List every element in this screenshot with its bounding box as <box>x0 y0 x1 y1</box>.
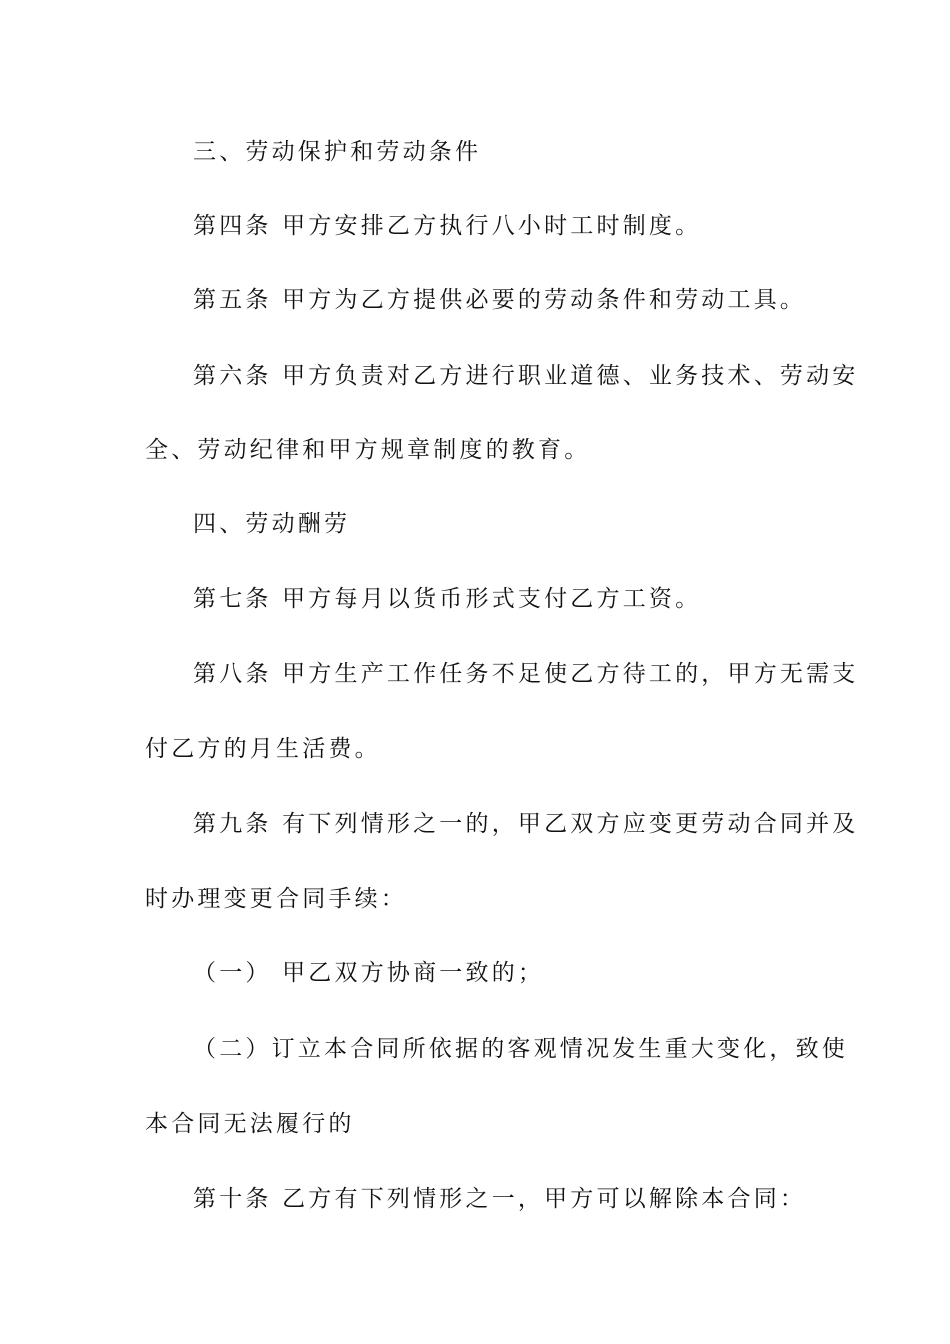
clause-2-line-2: 本合同无法履行的 <box>145 1111 355 1137</box>
article-6-line-2: 全、劳动纪律和甲方规章制度的教育。 <box>145 437 591 463</box>
article-9-line-1: 第九条 有下列情形之一的，甲乙双方应变更劳动合同并及 <box>193 811 859 837</box>
clause-1: （一） 甲乙双方协商一致的； <box>193 960 545 986</box>
article-8-line-2: 付乙方的月生活费。 <box>145 736 381 762</box>
clause-2-line-1: （二）订立本合同所依据的客观情况发生重大变化，致使 <box>193 1036 848 1062</box>
section-heading-4: 四、劳动酬劳 <box>193 511 351 537</box>
article-8-line-1: 第八条 甲方生产工作任务不足使乙方待工的，甲方无需支 <box>193 661 859 687</box>
article-7: 第七条 甲方每月以货币形式支付乙方工资。 <box>193 586 702 612</box>
article-9-line-2: 时办理变更合同手续： <box>145 886 407 912</box>
article-4: 第四条 甲方安排乙方执行八小时工时制度。 <box>193 213 702 239</box>
article-10: 第十条 乙方有下列情形之一，甲方可以解除本合同： <box>193 1186 807 1212</box>
section-heading-3: 三、劳动保护和劳动条件 <box>193 139 482 165</box>
article-6-line-1: 第六条 甲方负责对乙方进行职业道德、业务技术、劳动安 <box>193 363 859 389</box>
article-5: 第五条 甲方为乙方提供必要的劳动条件和劳动工具。 <box>193 287 807 313</box>
